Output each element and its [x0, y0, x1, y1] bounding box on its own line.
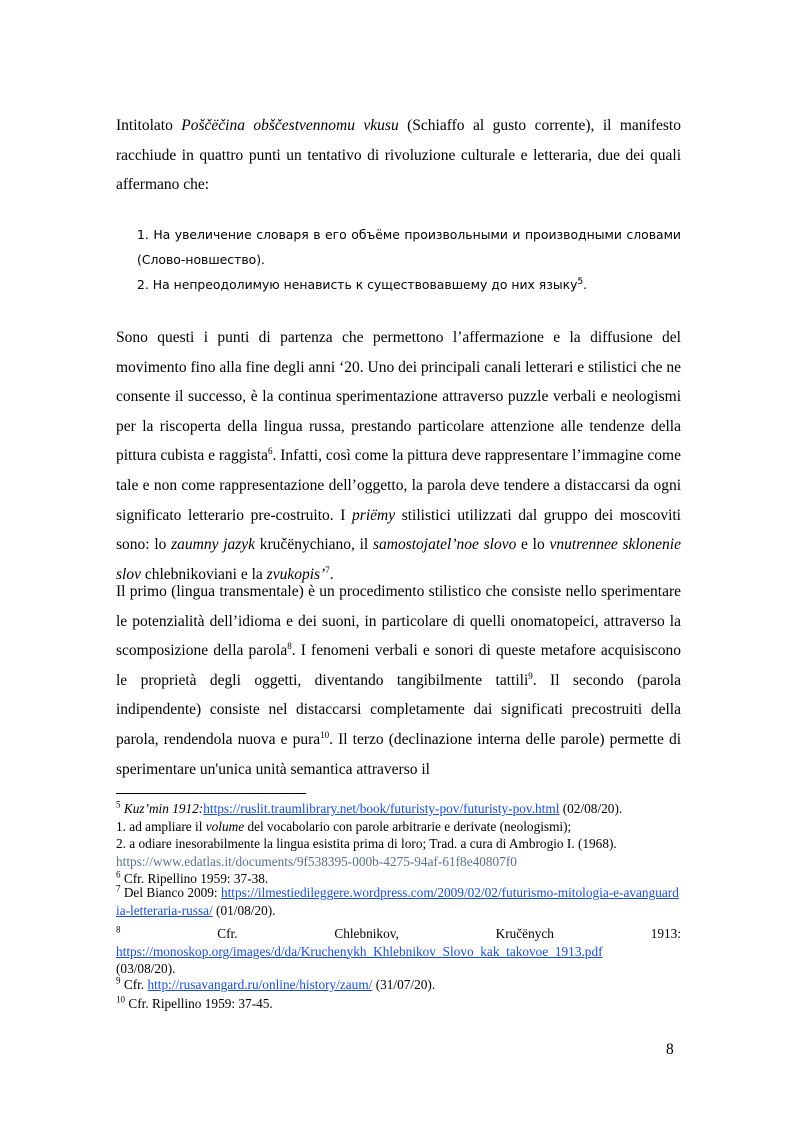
- term-vnutrennee-sklonenie: vnutrennee sklonenie slov: [116, 536, 681, 583]
- quote-item-1: 1. На увеличение словаря в его объёме произвольными и производными словами (Слово-новшество).: [137, 227, 681, 267]
- footnote-number: 9: [116, 975, 121, 986]
- second-text-3: . Il secondo (parola indipendente) consiste nel distaccarsi completamente dai significati precostruiti della parola, rendendola nuova e pura: [116, 671, 681, 748]
- footnote-text: Chlebnikov,: [334, 926, 399, 941]
- footnote-date: (31/07/20).: [372, 977, 436, 992]
- term-priemy: priëmy: [352, 506, 396, 524]
- footnote-ref-10[interactable]: 10: [320, 729, 330, 740]
- footnote-number: 8: [116, 924, 121, 935]
- quote-item-2-text: 2. На непреодолимую ненависть к существовавшему до них языку: [137, 277, 578, 292]
- intro-text-2: (Schiaffo al gusto corrente), il manifesto racchiude in quattro punti un tentativo di rivoluzione culturale e letteraria, due dei quali affermano che:: [116, 117, 681, 194]
- footnote-link[interactable]: https://ilmestiedileggere.wordpress.com/2009/02/02/futurismo-mitologia-e-avanguardia-letteraria-russa/: [116, 885, 679, 918]
- main-paragraph: [116, 323, 681, 589]
- main-text-6: chlebnikoviani e la: [140, 565, 267, 583]
- main-text-4: kručënychiano, il: [255, 536, 373, 554]
- second-text-1: Il primo (lingua transmentale) è un procedimento stilistico che consiste nello sperimentare le potenzialità dell’idioma e dei suoni, in particolare di quelli onomatopeici, attraverso la scomposizione della parola: [116, 583, 681, 660]
- footnote-text: Cfr.: [120, 977, 148, 992]
- main-text-2: . Infatti, così come la pittura deve rappresentare l’immagine come tale e non come rappresentazione dell’oggetto, la parola deve tendere a distaccarsi da ogni significato letterario pre-costruito. I: [116, 447, 681, 524]
- footnote-number: 7: [116, 883, 121, 894]
- footnote-ref-5[interactable]: 5: [577, 276, 584, 287]
- footnote-link[interactable]: https://monoskop.org/images/d/da/Kruchenykh_Khlebnikov_Slovo_kak_takovoe_1913.pdf: [116, 943, 603, 959]
- footnote-text: Cfr. Ripellino 1959: 37-38.: [120, 871, 269, 886]
- footnote-text: del vocabolario con parole arbitrarie e derivate (neologismi);: [244, 818, 572, 834]
- footnote-text: Kručënych: [495, 926, 554, 941]
- main-text-3: stilistici utilizzati dal gruppo dei moscoviti sono: lo: [116, 506, 681, 554]
- second-text-4: . Il terzo (declinazione interna delle parole) permette di sperimentare un'unica unità semantica attraverso il: [116, 730, 682, 778]
- second-text-2: . I fenomeni verbali e sonori di queste metafore acquisiscono le proprietà degli oggetti, diventando tangibilmente tattili: [116, 642, 681, 689]
- intro-text-1: Intitolato: [116, 117, 182, 134]
- footnote-link[interactable]: https://ruslit.traumlibrary.net/book/futuristy-pov/futuristy-pov.html: [203, 801, 560, 816]
- footnote-text: Cfr.: [217, 926, 238, 941]
- term-zvukopis: zvukopis’: [266, 565, 326, 583]
- footnote-author: Kuz’min 1912:: [123, 801, 204, 816]
- footnote-italic: volume: [205, 818, 245, 834]
- intro-paragraph: [116, 111, 681, 200]
- footnote-separator: [116, 793, 306, 794]
- quote-item-2: [137, 272, 681, 297]
- footnote-text: 1. ad ampliare il: [116, 818, 206, 834]
- manifesto-title: Poščëčina obščestvennomu vkusu: [181, 117, 399, 134]
- term-zaumny-jazyk: zaumny jazyk: [171, 536, 256, 554]
- footnote-ref-8[interactable]: 8: [287, 641, 292, 652]
- footnote-10: [116, 995, 681, 1013]
- main-text-5: e lo: [516, 536, 550, 554]
- quote-item-2-end: .: [583, 277, 588, 292]
- footnote-7: [116, 884, 681, 919]
- footnote-number: 5: [116, 799, 121, 810]
- page-number: 8: [666, 1041, 674, 1058]
- footnote-date: (03/08/20).: [116, 961, 176, 976]
- footnote-text: 2. a odiare inesorabilmente la lingua esistita prima di loro; Trad. a cura di Ambrogio I. (1968).: [116, 836, 617, 851]
- footnote-number: 10: [116, 994, 125, 1005]
- footnote-9: [116, 976, 681, 994]
- footnote-date: (02/08/20).: [559, 801, 623, 816]
- footnote-text: Del Bianco 2009:: [120, 885, 221, 900]
- footnote-link[interactable]: http://rusavangard.ru/online/history/zaum/: [147, 977, 373, 992]
- footnote-text: 1913:: [650, 926, 681, 941]
- footnote-url-plain: https://www.edatlas.it/documents/9f538395-000b-4275-94af-61f8e40807f0: [116, 853, 517, 869]
- main-text-1: Sono questi i punti di partenza che permettono l’affermazione e la diffusione del movimento fino alla fine degli anni ‘20. Uno dei principali canali letterari e stilistici che ne consente il successo, è la continua sperimentazione attraverso puzzle verbali e neologismi per la riscoperta della lingua russa, prestando particolare attenzione alle tendenze della pittura cubista e raggista: [116, 329, 681, 465]
- footnote-number: 6: [116, 869, 121, 880]
- footnote-5: [116, 800, 681, 870]
- footnote-date: (01/08/20).: [212, 902, 276, 918]
- footnote-ref-9[interactable]: 9: [528, 670, 533, 681]
- footnote-ref-6[interactable]: 6: [267, 446, 273, 457]
- footnote-ref-7[interactable]: 7: [325, 564, 330, 575]
- footnote-text: Cfr. Ripellino 1959: 37-45.: [125, 996, 273, 1011]
- main-text-7: .: [329, 565, 334, 583]
- footnote-8: [116, 925, 681, 978]
- second-paragraph: [116, 577, 681, 784]
- term-samostojatelnoe-slovo: samostojatel’noe slovo: [372, 536, 517, 554]
